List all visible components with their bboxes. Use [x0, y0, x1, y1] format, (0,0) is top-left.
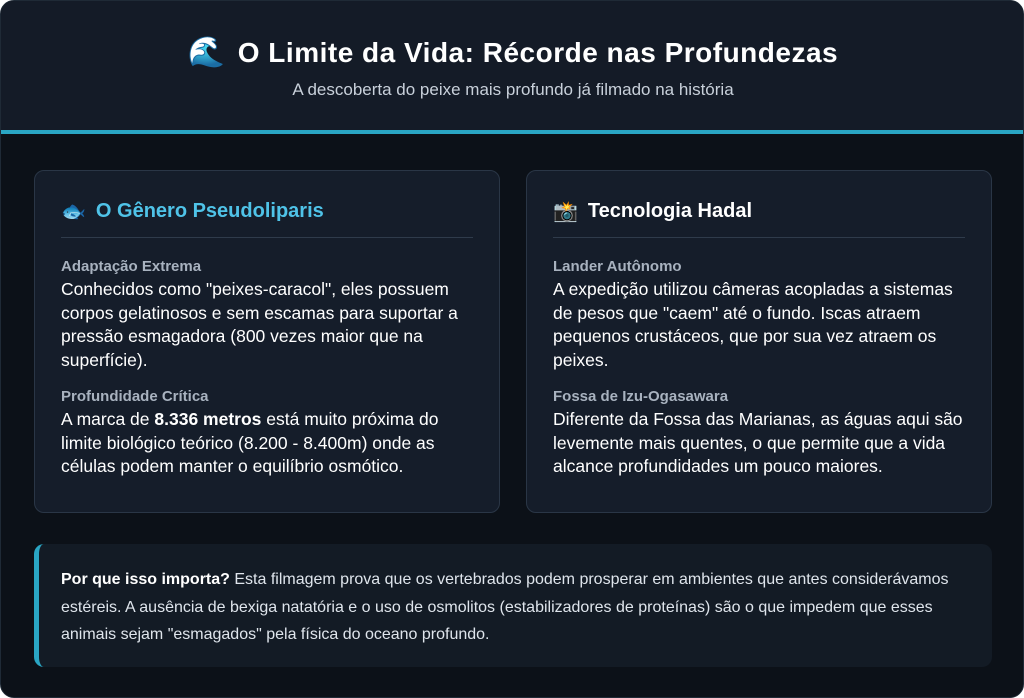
section-text: A expedição utilizou câmeras acopladas a sistemas de pesos que "caem" até o fundo. Iscas atraem pequenos crustáceos, que por sua vez atraem os peixes.: [553, 279, 953, 370]
header: [1, 1, 1024, 134]
text-part: A marca de: [61, 409, 155, 429]
card-hadal-technology: [526, 170, 992, 513]
section-text: [61, 408, 473, 479]
camera-icon: 📸: [553, 201, 578, 223]
card-title: [553, 199, 965, 238]
page-subtitle: A descoberta do peixe mais profundo já filmado na história: [292, 80, 734, 99]
card-pseudoliparis: [34, 170, 500, 513]
page-title: [1, 35, 1024, 70]
callout-text: Esta filmagem prova que os vertebrados podem prosperar em ambientes que antes considerávamos estéreis. A ausência de bexiga natatória e o uso de osmolitos (estabilizadores de proteínas) são o que impedem que esses animais sejam "esmagados" pela física do oceano profundo.: [61, 571, 949, 643]
depth-value: 8.336 metros: [154, 409, 262, 429]
section-heading: Lander Autônomo: [553, 258, 682, 275]
wave-icon: 🌊: [187, 36, 226, 69]
section-heading: Adaptação Extrema: [61, 258, 202, 275]
page-title-text: O Limite da Vida: Récorde nas Profundezas: [237, 36, 839, 68]
card-title: [61, 199, 473, 238]
card-title-text: Tecnologia Hadal: [587, 200, 753, 222]
section-heading: Profundidade Crítica: [61, 388, 209, 405]
fish-icon: 🐟: [61, 201, 86, 223]
text-part: está muito próxima do limite biológico teórico (8.200 - 8.400m) onde as células podem manter o equilíbrio osmótico.: [61, 409, 439, 476]
section-heading: Fossa de Izu-Ogasawara: [553, 388, 729, 405]
importance-callout: [34, 544, 992, 667]
card-title-text: O Gênero Pseudoliparis: [95, 200, 324, 222]
section-text: Diferente da Fossa das Marianas, as águas aqui são levemente mais quentes, o que permite que a vida alcance profundidades um pouco maiores.: [553, 409, 963, 476]
section-text: Conhecidos como "peixes-caracol", eles possuem corpos gelatinosos e sem escamas para suportar a pressão esmagadora (800 vezes maior que na superfície).: [61, 279, 458, 370]
callout-lead: Por que isso importa?: [61, 571, 230, 588]
